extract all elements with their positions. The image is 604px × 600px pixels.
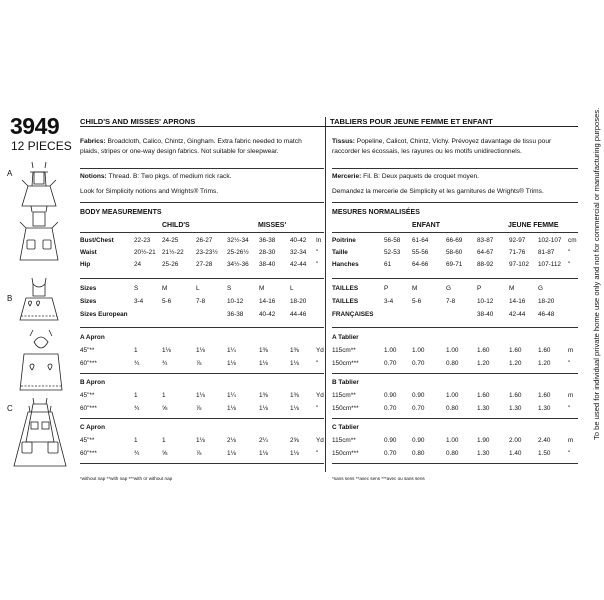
measurement-value: 25-26 — [162, 261, 179, 268]
yardage-value: 1.60 — [509, 392, 522, 399]
yardage-value: 1.00 — [446, 437, 459, 444]
measurement-value: 34½-36 — [227, 261, 249, 268]
yardage-value: 1.60 — [538, 392, 551, 399]
size-value: 5-6 — [412, 298, 422, 305]
yardage-value: 1.20 — [538, 360, 551, 367]
yardage-value: 1 — [134, 437, 138, 444]
fabrics-paragraph — [80, 137, 320, 157]
size-value: 14-16 — [509, 298, 526, 305]
yardage-value: 0.90 — [412, 392, 425, 399]
mercerie-text: Fil. B: Deux paquets de croquet moyen. — [361, 173, 479, 180]
view-title: B Tablier — [332, 379, 359, 386]
yardage-value: 1.30 — [509, 405, 522, 412]
yardage-unit: m — [568, 347, 574, 354]
view-title: C Apron — [80, 424, 105, 431]
apron-b-child-drawing — [20, 278, 58, 320]
rule-fr-2 — [332, 202, 578, 203]
view-title: B Apron — [80, 379, 105, 386]
yardage-value: 1⅛ — [227, 360, 236, 367]
size-value: 3-4 — [134, 298, 144, 305]
yardage-value: 1.00 — [446, 347, 459, 354]
mercerie-paragraph — [332, 172, 578, 182]
measurement-value: 32-34 — [290, 249, 307, 256]
rule-measure-end — [332, 278, 578, 279]
fabrics-text: Broadcloth, Calico, Chintz, Gingham. Extra fabric needed to match plaids, stripes or one-way design fabrics. Not suitable for sleepwear. — [80, 138, 302, 155]
measurement-unit: " — [568, 261, 571, 268]
yardage-value: 1.60 — [477, 347, 490, 354]
measurement-value: 27-28 — [196, 261, 213, 268]
measurement-value: 58-60 — [446, 249, 463, 256]
demandez-text: Demandez la mercerie de Simplicity et les garnitures de Wrights® Trims. — [332, 188, 544, 195]
yardage-value: 2⅝ — [290, 437, 299, 444]
rule-size-end — [332, 327, 578, 328]
view-c-label: C — [7, 404, 13, 413]
measurement-value: 97-102 — [509, 261, 529, 268]
mercerie-label: Mercerie: — [332, 173, 362, 180]
view-title: A Apron — [80, 334, 105, 341]
yardage-value: ⅝ — [162, 405, 168, 412]
measurement-value: 64-66 — [412, 261, 429, 268]
measurement-value: 107-112 — [538, 261, 561, 268]
measurement-value: 52-53 — [384, 249, 401, 256]
measurement-value: 61 — [384, 261, 392, 268]
rule-view-end — [80, 418, 324, 419]
yardage-value: 1.00 — [446, 392, 459, 399]
yardage-value: ¾ — [134, 405, 140, 412]
yardage-value: 1⅛ — [196, 437, 205, 444]
measurement-value: 21½-22 — [162, 249, 184, 256]
yardage-value: 1.50 — [538, 450, 551, 457]
fabric-width-label: 115cm** — [332, 392, 356, 399]
measurement-value: 36-38 — [259, 237, 276, 244]
rule-view-end — [332, 373, 578, 374]
enfant-heading: ENFANT — [412, 222, 440, 229]
measurement-unit: " — [316, 261, 319, 268]
yardage-value: 1⅛ — [162, 347, 171, 354]
yardage-value: 1⅛ — [290, 450, 299, 457]
yardage-value: 1⅛ — [259, 405, 268, 412]
measurement-value: 38-40 — [259, 261, 276, 268]
yardage-value: 1.30 — [477, 405, 490, 412]
fabric-width-label: 150cm*** — [332, 360, 359, 367]
yardage-unit: m — [568, 392, 574, 399]
measurement-value: 20½-21 — [134, 249, 156, 256]
yardage-value: 1⅛ — [227, 450, 236, 457]
fabric-width-label: 45"** — [80, 347, 95, 354]
size-value: 46-48 — [538, 311, 555, 318]
view-a-label: A — [7, 169, 13, 178]
rule-en-1 — [80, 168, 324, 169]
yardage-value: 0.80 — [446, 405, 459, 412]
yardage-value: ⅞ — [196, 405, 202, 412]
size-label: Sizes — [80, 298, 97, 305]
measurement-value: 102-107 — [538, 237, 562, 244]
measurement-label: Bust/Chest — [80, 237, 114, 244]
measurement-value: 71-76 — [509, 249, 526, 256]
measurement-value: 55-56 — [412, 249, 429, 256]
size-label: FRANÇAISES — [332, 311, 374, 318]
measurement-unit: " — [316, 249, 319, 256]
yardage-unit: m — [568, 437, 574, 444]
yardage-value: 1⅛ — [259, 360, 268, 367]
size-value: L — [196, 285, 200, 292]
jeune-femme-heading: JEUNE FEMME — [508, 222, 559, 229]
yardage-value: 1⅜ — [259, 392, 268, 399]
size-value: 42-44 — [509, 311, 526, 318]
rule-view-end — [332, 418, 578, 419]
yardage-unit: " — [568, 405, 571, 412]
french-footnote: *sans sens **avec sens ***avec ou sans sens — [332, 476, 425, 481]
measurement-value: 40-42 — [290, 237, 307, 244]
measurement-value: 61-64 — [412, 237, 429, 244]
fabric-width-label: 45"** — [80, 437, 95, 444]
measurement-value: 25-26½ — [227, 249, 249, 256]
yardage-value: 1⅛ — [196, 347, 205, 354]
yardage-value: 0.70 — [384, 405, 397, 412]
notions-label: Notions: — [80, 173, 107, 180]
size-label: Sizes European — [80, 311, 128, 318]
yardage-value: 0.90 — [412, 437, 425, 444]
fabric-width-label: 45"** — [80, 392, 95, 399]
yardage-value: ⅝ — [162, 450, 168, 457]
measurement-value: 92-97 — [509, 237, 526, 244]
fabric-width-label: 150cm*** — [332, 450, 359, 457]
measurement-label: Poitrine — [332, 237, 356, 244]
french-title: TABLIERS POUR JEUNE FEMME ET ENFANT — [330, 117, 493, 126]
yardage-value: 1 — [134, 347, 138, 354]
size-value: S — [134, 285, 139, 292]
yardage-value: 0.80 — [412, 450, 425, 457]
apron-a-child-drawing — [22, 162, 56, 206]
size-value: L — [290, 285, 294, 292]
size-value: 5-6 — [162, 298, 172, 305]
size-value: 14-16 — [259, 298, 276, 305]
rule-fr-3 — [332, 232, 578, 233]
yardage-value: 1.60 — [509, 347, 522, 354]
size-value: 36-38 — [227, 311, 244, 318]
english-title: CHILD'S AND MISSES' APRONS — [80, 117, 196, 126]
size-label: Sizes — [80, 285, 97, 292]
size-value: S — [227, 285, 232, 292]
tissus-label: Tissus: — [332, 138, 355, 145]
yardage-value: 1.30 — [477, 450, 490, 457]
size-value: 40-42 — [259, 311, 276, 318]
pattern-number: 3949 — [10, 113, 60, 139]
yardage-unit: Yd — [316, 347, 324, 354]
measurement-value: 69-71 — [446, 261, 463, 268]
yardage-value: 1.30 — [538, 405, 551, 412]
measurement-label: Hip — [80, 261, 91, 268]
size-value: 7-8 — [196, 298, 206, 305]
measurement-value: 26-27 — [196, 237, 213, 244]
fabric-width-label: 60"*** — [80, 450, 97, 457]
fabric-width-label: 150cm*** — [332, 405, 359, 412]
yardage-value: 2¼ — [259, 437, 268, 444]
yardage-value: 1⅛ — [290, 405, 299, 412]
measurement-label: Taille — [332, 249, 348, 256]
yardage-value: 1¼ — [227, 347, 236, 354]
look-for-text: Look for Simplicity notions and Wrights® Trims. — [80, 188, 219, 195]
yardage-value: 0.80 — [446, 450, 459, 457]
measurement-value: 56-58 — [384, 237, 401, 244]
fabric-width-label: 60"*** — [80, 405, 97, 412]
yardage-value: 1.90 — [477, 437, 490, 444]
size-value: G — [538, 285, 543, 292]
measurement-label: Waist — [80, 249, 97, 256]
yardage-value: ⅞ — [196, 360, 202, 367]
yardage-value: ¾ — [134, 450, 140, 457]
apron-illustrations — [0, 160, 80, 470]
yardage-value: 0.70 — [412, 360, 425, 367]
size-value: M — [412, 285, 418, 292]
size-value: P — [477, 285, 482, 292]
size-value: M — [259, 285, 265, 292]
apron-c-child-drawing — [26, 398, 54, 442]
yardage-value: 1.00 — [412, 347, 425, 354]
yardage-value: 0.70 — [384, 450, 397, 457]
yardage-value: 1 — [134, 392, 138, 399]
french-column — [330, 117, 578, 127]
yardage-value: 0.80 — [446, 360, 459, 367]
view-title: A Tablier — [332, 334, 359, 341]
yardage-unit: " — [316, 450, 319, 457]
usage-restriction-note: To be used for individual private home use only and not for commercial or manufacturing purposes. — [592, 107, 601, 440]
measurement-value: 83-87 — [477, 237, 494, 244]
rule-view-end — [332, 463, 578, 464]
measurement-value: 32½-34 — [227, 237, 249, 244]
measurement-value: 23-23½ — [196, 249, 218, 256]
size-value: G — [446, 285, 451, 292]
size-label: TAILLES — [332, 298, 359, 305]
rule-view-end — [80, 373, 324, 374]
yardage-value: 1⅛ — [227, 405, 236, 412]
rule-en-2 — [80, 202, 324, 203]
measurement-unit: In — [316, 237, 322, 244]
view-title: C Tablier — [332, 424, 359, 431]
pieces-count: 12 PIECES — [11, 139, 72, 153]
yardage-value: 1.60 — [477, 392, 490, 399]
measurement-value: 24 — [134, 261, 142, 268]
tissus-text: Popeline, Calicot, Chintz, Vichy. Prévoyez davantage de tissu pour raccorder les écossais, les rayures ou les motifs unidirectionnels. — [332, 138, 552, 155]
yardage-value: 1⅛ — [196, 392, 205, 399]
mesures-heading: MESURES NORMALISÉES — [332, 209, 420, 216]
rule-fr-1 — [332, 168, 578, 169]
english-column — [80, 117, 324, 127]
apron-c-misses-drawing — [14, 406, 66, 466]
measurement-label: Hanches — [332, 261, 359, 268]
measurement-value: 22-23 — [134, 237, 151, 244]
misses-heading: MISSES' — [258, 222, 287, 229]
fabric-width-label: 115cm** — [332, 437, 356, 444]
yardage-value: 2.40 — [538, 437, 551, 444]
size-value: 10-12 — [227, 298, 244, 305]
size-label: TAILLES — [332, 285, 359, 292]
view-b-label: B — [7, 294, 13, 303]
measurement-unit: " — [568, 249, 571, 256]
yardage-value: 1.20 — [509, 360, 522, 367]
rule-measure-end — [80, 278, 324, 279]
measurement-value: 42-44 — [290, 261, 307, 268]
yardage-unit: Yd — [316, 392, 324, 399]
yardage-value: 2.00 — [509, 437, 522, 444]
yardage-value: ⅞ — [196, 450, 202, 457]
size-value: 3-4 — [384, 298, 394, 305]
yardage-value: 1.20 — [477, 360, 490, 367]
size-value: 10-12 — [477, 298, 494, 305]
notions-paragraph — [80, 172, 320, 182]
yardage-value: 1⅛ — [290, 360, 299, 367]
yardage-value: 1 — [162, 437, 166, 444]
fabric-width-label: 115cm** — [332, 347, 356, 354]
measurement-value: 24-25 — [162, 237, 179, 244]
yardage-value: 0.90 — [384, 392, 397, 399]
rule-en-3 — [80, 232, 324, 233]
yardage-value: 1⅜ — [259, 347, 268, 354]
measurement-value: 66-69 — [446, 237, 463, 244]
yardage-unit: " — [316, 405, 319, 412]
measurement-value: 28-30 — [259, 249, 276, 256]
size-value: 38-40 — [477, 311, 494, 318]
notions-text: Thread. B: Two pkgs. of medium rick rack. — [106, 173, 232, 180]
measurement-value: 81-87 — [538, 249, 555, 256]
fabric-width-label: 60"*** — [80, 360, 97, 367]
yardage-value: 1.00 — [384, 347, 397, 354]
yardage-value: 1.40 — [509, 450, 522, 457]
apron-drawings — [0, 160, 80, 470]
childs-heading: CHILD'S — [162, 222, 190, 229]
yardage-value: 1¼ — [227, 392, 236, 399]
fabrics-label: Fabrics: — [80, 138, 106, 145]
yardage-value: 1⅜ — [290, 392, 299, 399]
yardage-value: 1⅜ — [290, 347, 299, 354]
yardage-value: 0.90 — [384, 437, 397, 444]
column-separator — [325, 117, 326, 472]
yardage-value: 1.60 — [538, 347, 551, 354]
measurement-value: 88-92 — [477, 261, 494, 268]
yardage-value: 2⅛ — [227, 437, 236, 444]
size-value: 7-8 — [446, 298, 456, 305]
yardage-value: ¾ — [134, 360, 140, 367]
yardage-value: 1 — [162, 392, 166, 399]
yardage-unit: " — [316, 360, 319, 367]
size-value: 18-20 — [538, 298, 555, 305]
size-value: 44-46 — [290, 311, 307, 318]
rule-size-end — [80, 327, 324, 328]
size-value: M — [509, 285, 515, 292]
yardage-value: 1⅛ — [259, 450, 268, 457]
measurement-unit: cm — [568, 237, 577, 244]
body-measurements-heading: BODY MEASUREMENTS — [80, 209, 162, 216]
measurement-value: 64-67 — [477, 249, 494, 256]
size-value: 18-20 — [290, 298, 307, 305]
yardage-unit: " — [568, 360, 571, 367]
apron-b-misses-drawing — [20, 330, 62, 390]
size-value: P — [384, 285, 389, 292]
yardage-unit: Yd — [316, 437, 324, 444]
yardage-value: 0.70 — [412, 405, 425, 412]
rule-view-end — [80, 463, 324, 464]
tissus-paragraph — [332, 137, 578, 157]
size-value: M — [162, 285, 168, 292]
yardage-value: 0.70 — [384, 360, 397, 367]
english-footnote: *without nap **with nap ***with or without nap — [80, 476, 173, 481]
yardage-unit: " — [568, 450, 571, 457]
yardage-value: ¾ — [162, 360, 168, 367]
apron-a-misses-drawing — [20, 206, 58, 260]
